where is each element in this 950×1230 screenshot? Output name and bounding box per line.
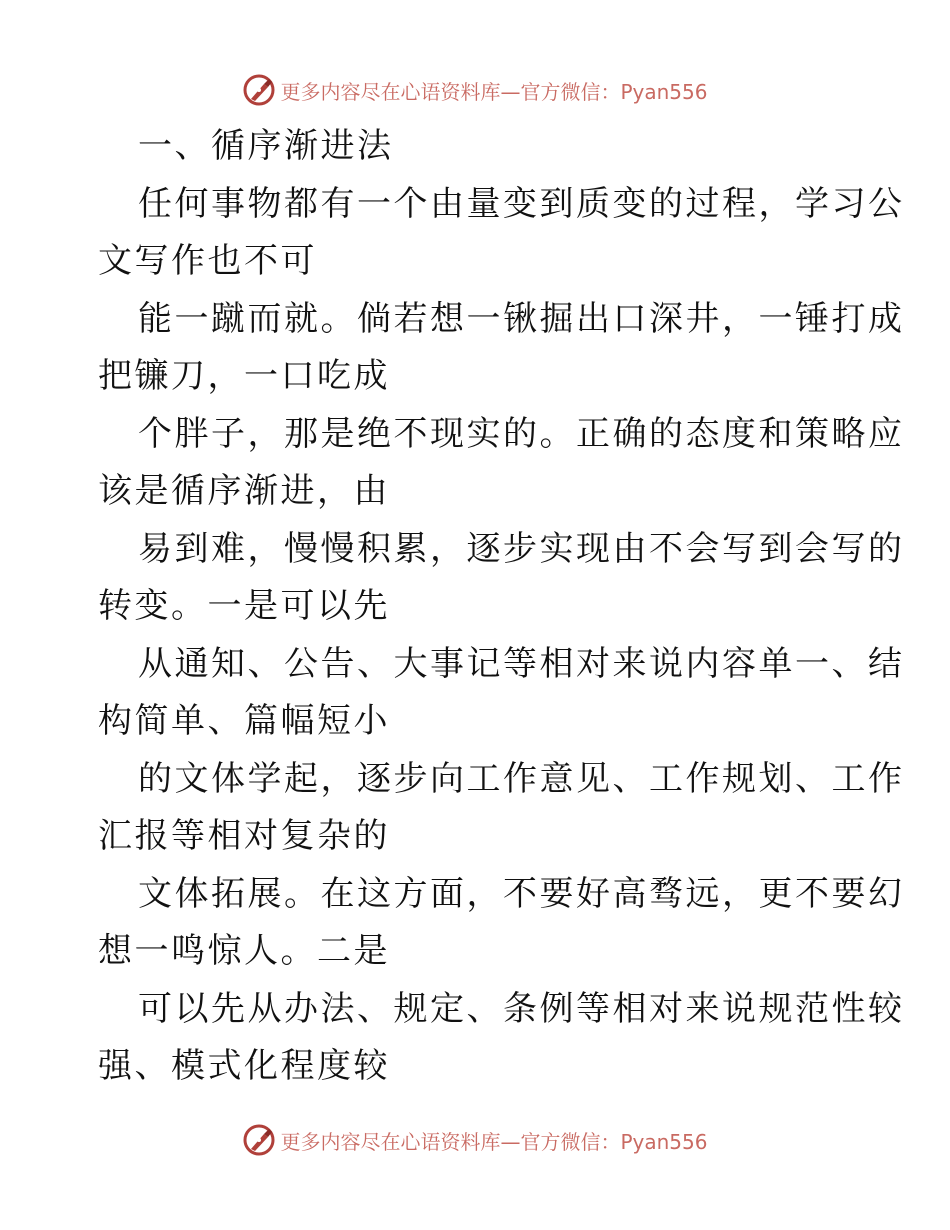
paragraph-line: 可以先从办法、规定、条例等相对来说规范性较 <box>138 988 905 1029</box>
paragraph-line: 强、模式化程度较 <box>98 1046 390 1086</box>
paragraph-line: 的文体学起，逐步向工作意见、工作规划、工作 <box>138 758 905 799</box>
paragraph-line: 文体拓展。在这方面，不要好高骛远，更不要幻 <box>138 873 905 914</box>
paragraph-line: 该是循序渐进，由 <box>98 471 390 511</box>
paragraph-line: 易到难，慢慢积累，逐步实现由不会写到会写的 <box>138 528 905 569</box>
watermark-text: 更多内容尽在心语资料库—官方微信：Pyan556 <box>280 1129 708 1154</box>
watermark-text: 更多内容尽在心语资料库—官方微信：Pyan556 <box>280 79 708 104</box>
paragraph-line: 能一蹴而就。倘若想一锹掘出口深井，一锤打成 <box>138 298 905 339</box>
paragraph-line: 把镰刀，一口吃成 <box>98 356 390 396</box>
paragraph-line: 构简单、篇幅短小 <box>98 701 390 741</box>
paragraph-line: 汇报等相对复杂的 <box>98 816 390 856</box>
footer-watermark-banner <box>0 1120 950 1160</box>
document-body <box>98 118 905 1096</box>
paragraph-line: 任何事物都有一个由量变到质变的过程，学习公 <box>138 183 905 224</box>
header-watermark-banner <box>0 70 950 110</box>
paragraph-line: 从通知、公告、大事记等相对来说内容单一、结 <box>138 643 905 684</box>
paragraph-line: 转变。一是可以先 <box>98 586 390 626</box>
paragraph-line: 文写作也不可 <box>98 241 317 281</box>
section-heading: 一、循序渐进法 <box>138 126 394 166</box>
pen-nib-logo-icon <box>242 1123 276 1157</box>
pen-nib-logo-icon <box>242 73 276 107</box>
paragraph-line: 个胖子，那是绝不现实的。正确的态度和策略应 <box>138 413 905 454</box>
paragraph-line: 想一鸣惊人。二是 <box>98 931 390 971</box>
